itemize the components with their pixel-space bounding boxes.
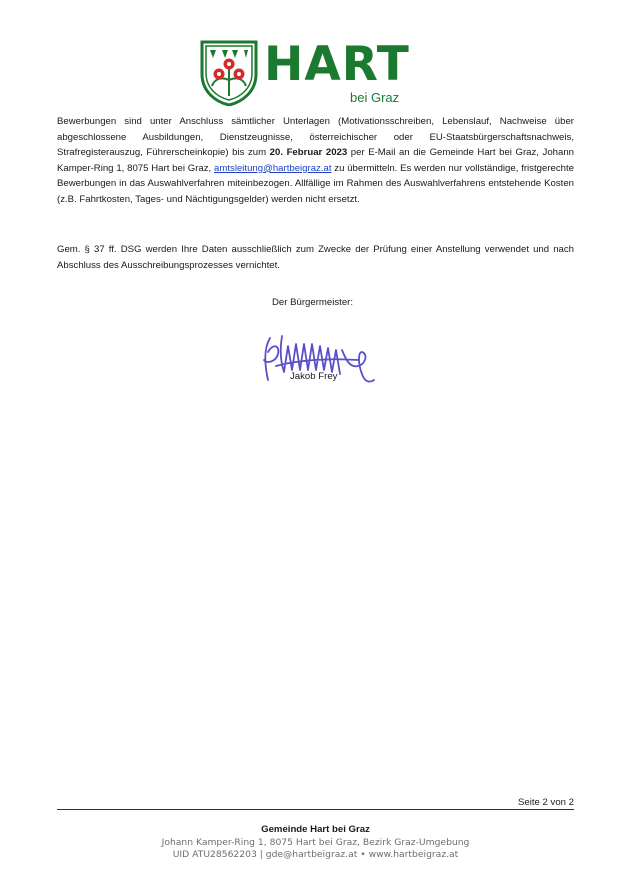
brand-name: HART (264, 37, 410, 92)
footer-organization: Gemeinde Hart bei Graz (261, 824, 370, 835)
paragraph-text: per E-Mail an die Gemeinde Hart bei Graz, Johann Kamper-Ring 1, 8075 Hart bei Graz, (57, 147, 574, 174)
signer-name: Jakob Frey (290, 371, 338, 382)
deadline-date: 20. Februar 2023 (269, 147, 348, 159)
coat-of-arms-icon (200, 40, 258, 106)
paragraph-text: zu übermitteln. Es werden nur vollständige, fristgerechte Bewerbungen in das Auswahlverfahren miteinbezogen. Allfällige im Rahmen des Auswahlverfahrens entstehende Kosten (z.B. Fahrtkosten, Tages- und Nächtigungsgelder) werden nicht ersetzt. (57, 162, 574, 205)
page-number: Seite 2 von 2 (517, 797, 574, 808)
application-paragraph (57, 114, 574, 208)
footer-address: Johann Kamper-Ring 1, 8075 Hart bei Graz, Bezirk Graz-Umgebung (161, 837, 470, 848)
footer-divider (57, 809, 574, 810)
brand-subtitle: bei Graz (350, 90, 400, 105)
email-link[interactable]: amtsleitung@hartbeigraz.at (214, 162, 332, 174)
municipality-logo (200, 37, 430, 110)
signer-title: Der Bürgermeister: (272, 297, 354, 308)
data-protection-paragraph: Gem. § 37 ff. DSG werden Ihre Daten ausschließlich zum Zwecke der Prüfung einer Anstellung verwendet und nach Abschluss des Ausschreibungsprozesses vernichtet. (57, 244, 574, 271)
paragraph-text: Bewerbungen sind unter Anschluss sämtlicher Unterlagen (Motivationsschreiben, Lebenslauf, Nachweise über abgeschlossene Ausbildungen, Dienstzeugnisse, österreichischer oder EU-Staatsbürgerschaftsnachweis, Strafregisterauszug, Führerscheinkopie) bis zum (57, 116, 574, 159)
footer-contact-ids: UID ATU28562203 | gde@hartbeigraz.at • www.hartbeigraz.at (172, 849, 459, 860)
